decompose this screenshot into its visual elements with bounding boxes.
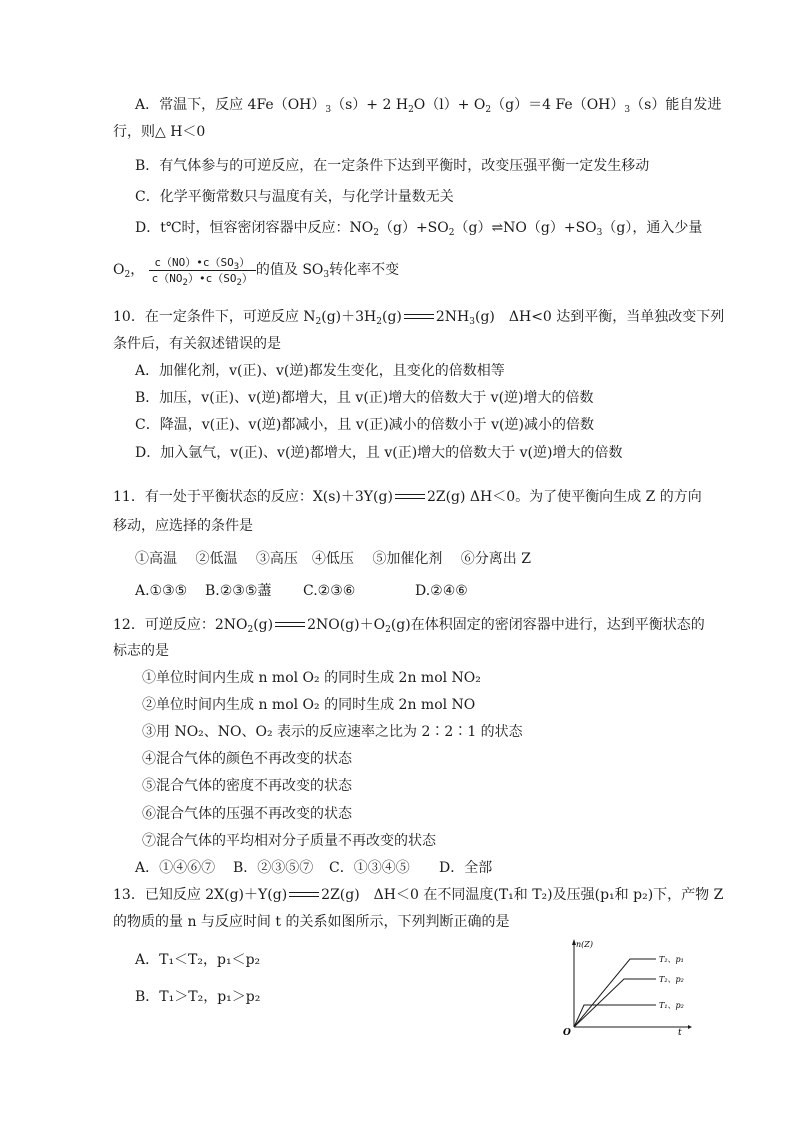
q12-item: ④混合气体的颜色不再改变的状态: [142, 751, 352, 767]
x-axis-arrow-icon: [688, 1025, 692, 1029]
equilibrium-arrow-icon: [289, 891, 319, 899]
q13-option-b: B．T₁＞T₂，p₁＞p₂: [135, 989, 261, 1005]
q11-option: A.①③⑤: [135, 583, 188, 599]
q11-option: B.②③⑤藎: [205, 583, 272, 599]
q12-item: ②单位时间内生成 n mol O₂ 的同时生成 2n mol NO: [142, 697, 476, 713]
q12-stem-line1: 12．可逆反应：$2NO_2(g)$ $2NO(g)+O_2(g)$在体积固定的密闭容器中进行，达到平衡状态的: [113, 617, 705, 635]
q13-option-a: A．T₁＜T₂，p₁＜p₂: [135, 952, 261, 968]
q12-option: B．②③⑤⑦: [233, 860, 314, 876]
q10-option-a: A．加催化剂，v(正)、v(逆)都发生变化，且变化的倍数相等: [135, 363, 505, 379]
origin-label: O: [563, 1028, 571, 1035]
equilibrium-fraction: $\frac{c(NO)•c(SO_3)}{c(NO_2)•c(SO_2)}$: [149, 255, 256, 286]
curve-label: T₁、p₂: [659, 1001, 684, 1010]
curve-label: T₂、p₂: [659, 975, 684, 984]
equilibrium-arrow-icon: [395, 493, 425, 501]
q9-option-a-line1: A．常温下，反应 $4Fe(OH)_3(s)+ 2$ $H_2O(l)+ O_2(g)=4$ $Fe(OH)_3(s)$能自发进: [135, 97, 722, 115]
q9-option-d-line2: $O_2$， $\frac{c(NO)•c(SO_3)}{c(NO_2)•c(SO_2)}$ 的值及 $SO_3$转化率不变: [113, 255, 400, 288]
curve-t1-p2: [574, 1005, 656, 1027]
curve-t2-p2: [574, 979, 656, 1027]
reaction-graph: [560, 937, 692, 1035]
q12-item: ⑦混合气体的平均相对分子质量不再改变的状态: [142, 833, 436, 849]
q10-option-b: B．加压，v(正)、v(逆)都增大，且 v(正)增大的倍数大于 v(逆)增大的倍数: [135, 390, 594, 406]
y-axis-label: n(Z): [576, 940, 593, 949]
q10-stem-line2: 条件后，有关叙述错误的是: [113, 336, 281, 352]
q12-options: [135, 859, 492, 877]
q11-option: D.②④⑥: [415, 583, 468, 599]
equilibrium-arrow-icon: [275, 621, 305, 629]
q12-item: ①单位时间内生成 n mol O₂ 的同时生成 2n mol NO₂: [142, 670, 481, 686]
q10-stem-line1: 10．在一定条件下，可逆反应 $N_2(g)+3H_2(g)$ $2NH_3(g)$ ΔH<0 达到平衡，当单独改变下列: [113, 309, 725, 327]
q11-stem-line1: 11．有一处于平衡状态的反应：X(s)＋3Y(g) 2Z(g) ΔH＜0。为了使平衡向生成 Z 的方向: [113, 489, 702, 505]
q12-item: ③用 NO₂、NO、O₂ 表示的反应速率之比为 2∶2∶1 的状态: [142, 724, 523, 740]
q12-option: A．①④⑥⑦: [135, 860, 216, 876]
q12-option: D．全部: [439, 860, 493, 876]
curve-label: T₂、p₁: [659, 955, 684, 964]
q10-option-c: C．降温，v(正)、v(逆)都减小，且 v(正)减小的倍数小于 v(逆)减小的倍数: [135, 417, 594, 433]
q12-option: C．①③④⑤: [329, 860, 410, 876]
q12-item: ⑤混合气体的密度不再改变的状态: [142, 778, 352, 794]
curve-t2-p1: [574, 959, 656, 1027]
q12-item: ⑥混合气体的压强不再改变的状态: [142, 806, 352, 822]
q11-stem-line2: 移动，应选择的条件是: [113, 518, 253, 534]
q12-stem-line2: 标志的是: [113, 643, 169, 659]
q11-options: [135, 582, 468, 600]
q9-option-d-line1: D．t℃时，恒容密闭容器中反应：$NO_2(g)+SO_2(g)\rightleftharpoons NO(g)+SO_3(g)$，通入少量: [135, 220, 703, 238]
x-axis-label: t: [678, 1028, 682, 1035]
q13-stem-line1: 13．已知反应 2X(g)＋Y(g) 2Z(g) ΔH＜0 在不同温度(T₁和 T₂)及压强(p₁和 p₂)下，产物 Z: [113, 887, 724, 903]
q11-option: C.②③⑥: [303, 583, 356, 599]
q9-option-c: C．化学平衡常数只与温度有关，与化学计量数无关: [135, 189, 454, 205]
equilibrium-arrow-icon: [404, 313, 434, 321]
q10-option-d: D．加入氩气，v(正)、v(逆)都增大，且 v(正)增大的倍数大于 v(逆)增大的倍数: [135, 445, 623, 461]
q9-option-b: B．有气体参与的可逆反应，在一定条件下达到平衡时，改变压强平衡一定发生移动: [135, 158, 650, 174]
q11-conditions: ①高温 ②低温 ③高压 ④低压 ⑤加催化剂 ⑥分离出 Z: [135, 551, 531, 567]
q13-stem-line2: 的物质的量 n 与反应时间 t 的关系如图所示，下列判断正确的是: [113, 914, 510, 930]
q9-option-a-line2: 行，则△ H＜0: [113, 124, 206, 140]
